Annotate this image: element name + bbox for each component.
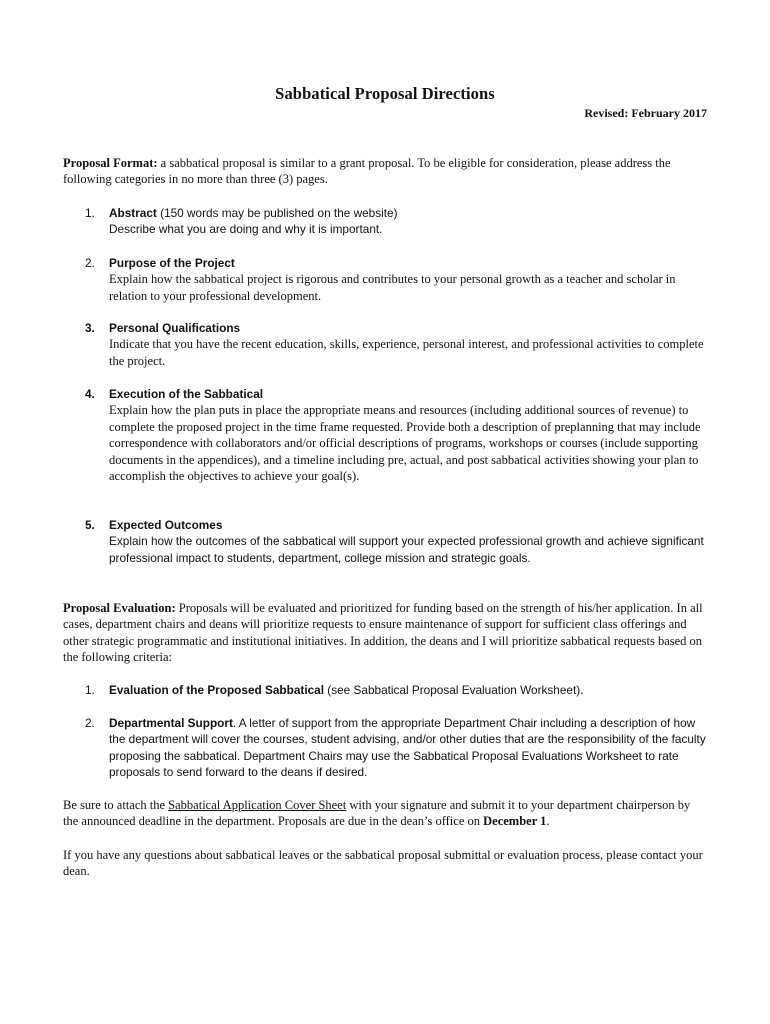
item-text: (see Sabbatical Proposal Evaluation Worksheet). — [324, 683, 584, 697]
evaluation-item-proposed — [85, 682, 710, 698]
format-item-qualifications — [85, 320, 710, 369]
revised-date: Revised: February 2017 — [584, 106, 707, 120]
item-number: 2. — [85, 716, 95, 730]
format-item-outcomes — [85, 517, 710, 566]
item-description: Explain how the sabbatical project is rigorous and contributes to your personal growth as a teacher and scholar in relation to your professional development. — [109, 272, 676, 303]
item-number: 1. — [85, 206, 95, 220]
cover-sheet-link[interactable]: Sabbatical Application Cover Sheet — [168, 798, 347, 812]
item-description: Indicate that you have the recent education, skills, experience, personal interest, and professional activities to complete the project. — [109, 337, 704, 368]
format-label: Proposal Format: — [63, 156, 158, 170]
format-paragraph — [63, 155, 708, 188]
item-heading: Execution of the Sabbatical — [109, 387, 264, 401]
item-heading: Personal Qualifications — [109, 321, 241, 335]
contact-paragraph: If you have any questions about sabbatical leaves or the sabbatical proposal submittal or evaluation process, please contact your dean. — [63, 848, 703, 879]
item-description: Describe what you are doing and why it is important. — [109, 222, 383, 237]
item-number: 1. — [85, 683, 95, 697]
evaluation-text: Proposals will be evaluated and prioritized for funding based on the strength of his/her application. In all cases, department chairs and deans will prioritize requests to ensure maintenance of support for sufficient class offerings and other strategic programmatic and institutional initiatives. In addition, the deans and I will prioritize sabbatical requests based on the following criteria: — [63, 601, 703, 665]
attach-prefix: Be sure to attach the — [63, 798, 169, 812]
item-heading: Abstract — [109, 206, 157, 220]
item-heading: Expected Outcomes — [109, 518, 223, 532]
item-text: . A letter of support from the appropriate Department Chair including a description of how the department will cover the courses, student advising, and/or other duties that are the responsibility of the faculty proposing the sabbatical. Department Chairs may use the Sabbatical Proposal Evaluations Worksheet to rate proposals to send forward to the deans if desired. — [109, 716, 706, 780]
item-heading: Evaluation of the Proposed Sabbatical — [109, 683, 325, 697]
format-item-execution — [85, 386, 710, 484]
due-date: December 1 — [483, 814, 547, 829]
format-text: a sabbatical proposal is similar to a grant proposal. To be eligible for consideration, please address the following categories in no more than three (3) pages. — [63, 156, 671, 187]
item-description: Explain how the outcomes of the sabbatical will support your expected professional growth and achieve significant professional impact to students, department, college mission and strategic goals. — [109, 534, 704, 565]
item-number: 2. — [85, 256, 95, 270]
item-description: Explain how the plan puts in place the appropriate means and resources (including additional sources of revenue) to complete the proposed project in the time frame requested. Provide both a description of preplanning that may include correspondence with collaborators and/or official descriptions of programs, workshops or courses (include supporting documents in the appendices), and a timeline including pre, actual, and post sabbatical activities showing your plan to accomplish the objectives to achieve your goal(s). — [109, 403, 701, 484]
item-heading-suffix: (150 words may be published on the website) — [156, 206, 398, 220]
item-heading: Departmental Support — [109, 716, 233, 730]
format-item-abstract — [85, 205, 710, 238]
attach-middle: with your signature and submit it to your department chairperson by the announced deadline in the department. Proposals are due in the dean’s office on — [63, 798, 691, 829]
item-number: 4. — [85, 387, 95, 401]
format-item-purpose — [85, 255, 710, 304]
evaluation-label: Proposal Evaluation: — [63, 601, 176, 615]
attach-paragraph — [63, 797, 708, 830]
attach-end: . — [546, 814, 550, 829]
item-number: 5. — [85, 518, 95, 532]
item-number: 3. — [85, 321, 95, 335]
page-title: Sabbatical Proposal Directions — [275, 84, 495, 103]
evaluation-item-department — [85, 715, 710, 781]
item-heading: Purpose of the Project — [109, 256, 235, 270]
evaluation-paragraph — [63, 600, 708, 666]
